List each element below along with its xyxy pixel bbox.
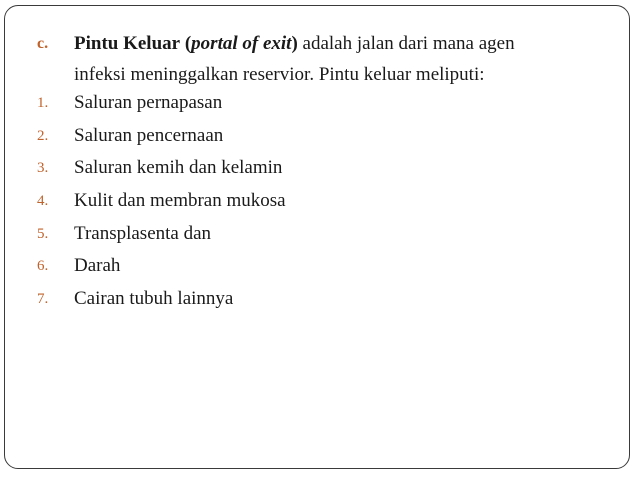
list-item — [0, 154, 638, 182]
list-item-number: 5. — [37, 226, 49, 242]
list-item-text: Cairan tubuh lainnya — [74, 288, 234, 309]
list-item-text: Darah — [74, 255, 121, 276]
intro-line-2 — [0, 61, 638, 89]
list-item-text: Transplasenta dan — [74, 223, 212, 244]
intro-marker: c. — [37, 35, 49, 52]
list-item — [0, 285, 638, 313]
list-item-text: Kulit dan membran mukosa — [74, 190, 286, 211]
intro-open-paren: ( — [184, 33, 192, 54]
list-item-number: 7. — [37, 291, 49, 307]
list-item — [0, 220, 638, 248]
list-item-number: 2. — [37, 128, 49, 144]
intro-close-paren: ) — [291, 33, 298, 54]
list-item — [0, 252, 638, 280]
intro-rest: adalah jalan dari mana agen — [297, 33, 515, 54]
intro-text — [74, 30, 515, 58]
list-item-text: Saluran kemih dan kelamin — [74, 157, 283, 178]
intro-title: Pintu Keluar — [74, 33, 181, 54]
intro-line-1 — [0, 30, 638, 58]
list-item-number: 3. — [37, 160, 49, 176]
list-item-number: 6. — [37, 258, 49, 274]
intro-line-2-text: infeksi meninggalkan reservior. Pintu keluar meliputi: — [74, 64, 485, 85]
list-item-text: Saluran pernapasan — [74, 92, 223, 113]
intro-term: portal of exit — [191, 33, 292, 54]
list-item-number: 1. — [37, 95, 49, 111]
list-item — [0, 89, 638, 117]
list-item — [0, 122, 638, 150]
list-item — [0, 187, 638, 215]
list-item-number: 4. — [37, 193, 49, 209]
list-item-text: Saluran pencernaan — [74, 125, 224, 146]
